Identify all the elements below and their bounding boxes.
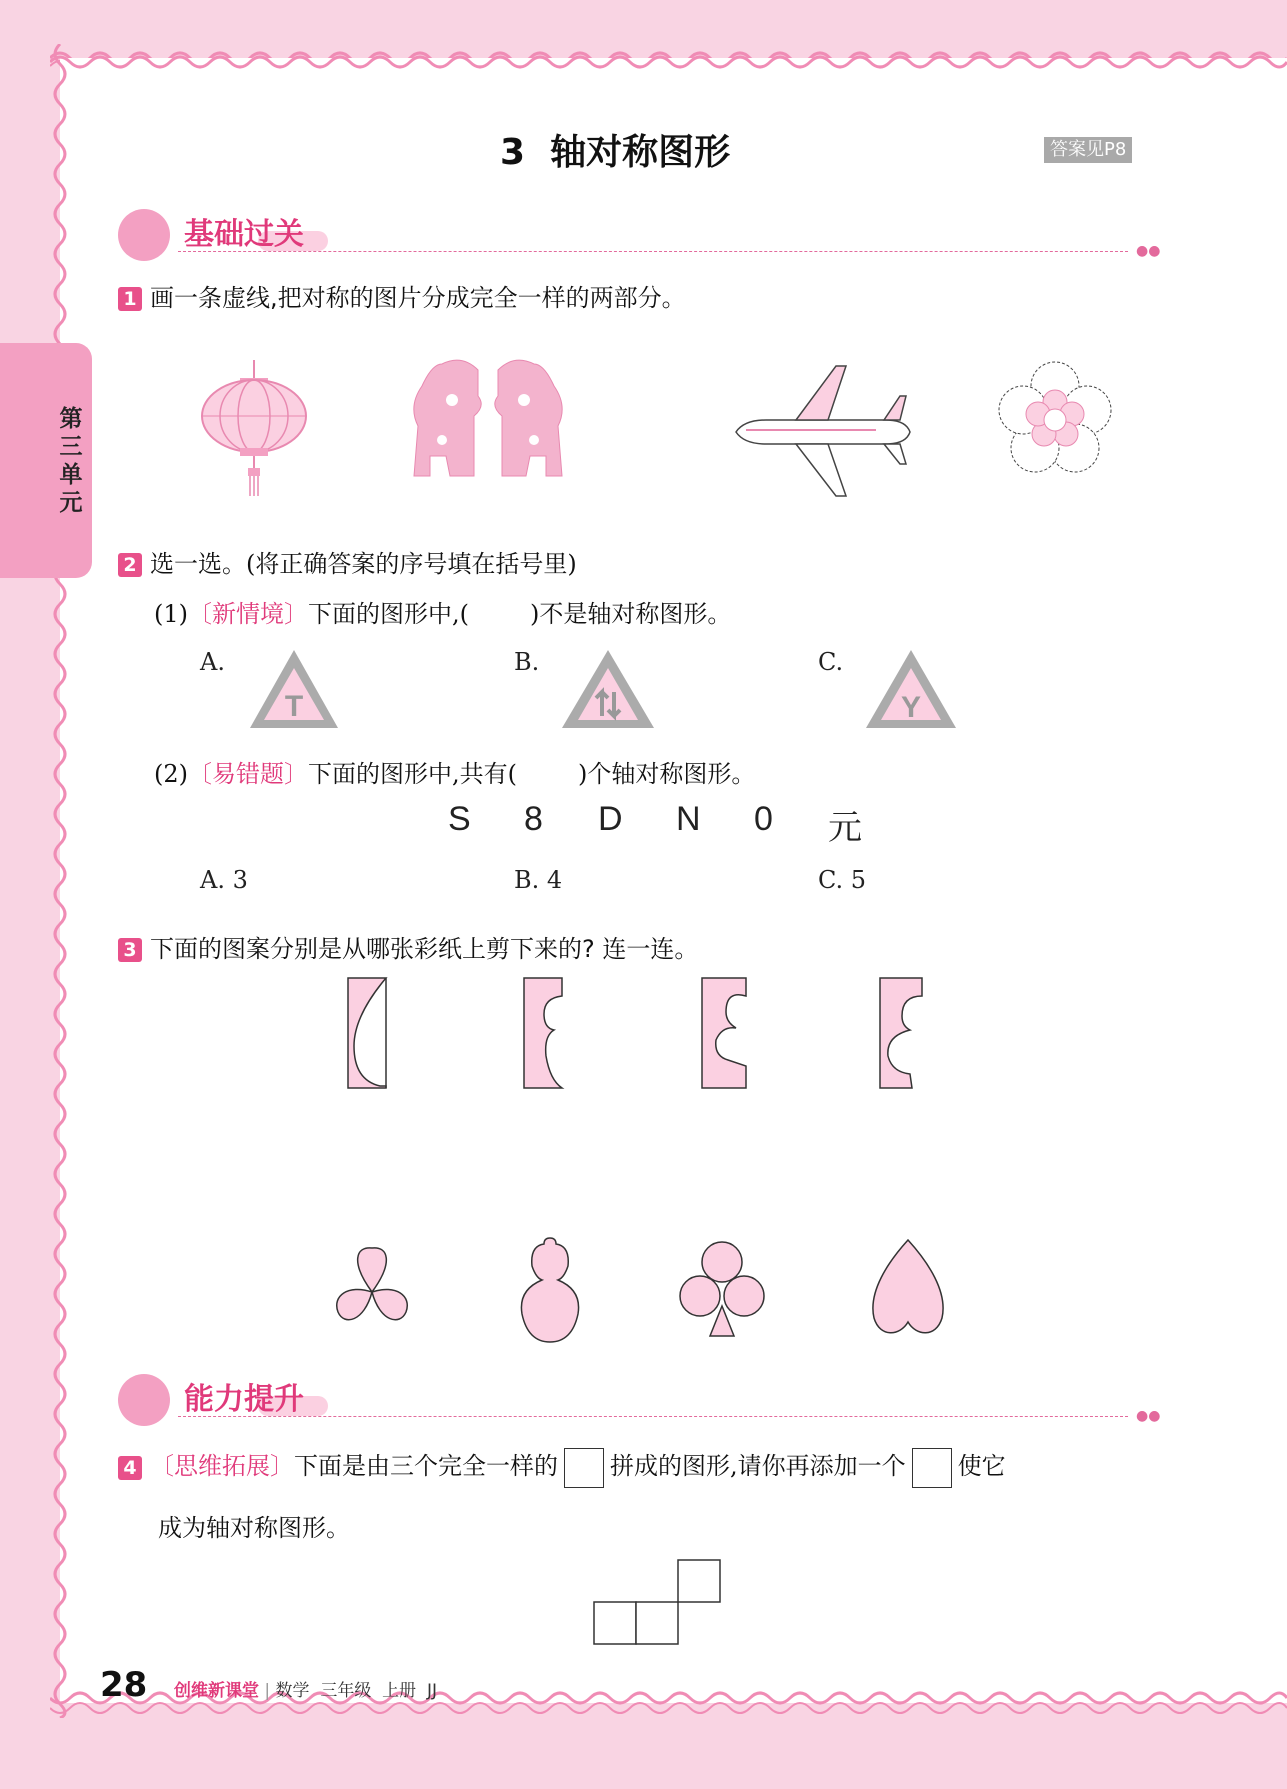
lantern-icon [202,360,306,496]
airplane-icon [736,366,910,496]
footer-book-info: 数学 三年级 上册 JJ [275,1681,437,1701]
flower-icon [999,362,1111,472]
q1-images [180,340,1140,510]
tag-thinking-extension: 〔思维拓展〕 [150,1452,294,1480]
letter-8: 8 [524,800,543,838]
question-text-b: 拼成的图形,请你再添加一个 [610,1452,906,1480]
option-a-label: A. [200,648,225,676]
letter-0: 0 [754,800,773,838]
letter-d: D [598,800,623,838]
part-number: (2) [154,760,188,788]
section-title-advanced: 能力提升 [184,1382,304,1417]
tag-error-prone: 〔易错题〕 [188,760,308,788]
section-divider [178,251,1128,252]
answer-reference-badge: 答案见P8 [1044,137,1132,163]
top-wave-border-inner [50,46,1287,74]
dots-icon: ●● [1136,1408,1161,1424]
cartoon-girl-icon [118,209,170,261]
triangle-sign-arrows [558,646,658,732]
gourd-shape [521,1238,578,1342]
question-2-part-1 [154,594,731,629]
footer-brand: 创维新课堂 [174,1681,259,1701]
page-title: 3 轴对称图形 [500,132,731,173]
question-2 [118,544,577,579]
option-b-label: B. [514,648,540,676]
question-text-c: 使它 [957,1452,1006,1480]
option-b: B. 4 [514,866,563,894]
section-title-basic: 基础过关 [184,217,304,252]
part-number: (1) [154,600,188,628]
part-text: 下面的图形中,( )不是轴对称图形。 [308,600,732,628]
question-3 [118,929,698,964]
question-text: 选一选。(将正确答案的序号填在括号里) [150,550,577,578]
triangle-sign-y [862,646,960,732]
page-number: 28 [100,1665,148,1705]
cut-shapes-row [320,1236,960,1348]
section-header-basic [118,205,1161,261]
club-shape [680,1242,764,1336]
letter-yuan: 元 [828,809,862,847]
footer-info: 创维新课堂 | 数学 三年级 上册 JJ [174,1681,437,1701]
question-4-line-2: 成为轴对称图形。 [158,1514,350,1542]
tag-new-context: 〔新情境〕 [188,600,308,628]
letter-n: N [676,800,701,838]
folded-paper-row [340,976,940,1094]
clover-shape [337,1248,408,1320]
question-4 [118,1446,1178,1488]
section-divider [178,1416,1128,1417]
three-squares-figure [592,1556,724,1648]
question-text: 画一条虚线,把对称的图片分成完全一样的两部分。 [150,284,686,312]
question-1 [118,278,686,313]
question-number: 3 [118,938,142,962]
question-number: 4 [118,1456,142,1480]
folded-paper-2 [524,978,562,1088]
question-text-a: 下面是由三个完全一样的 [294,1452,558,1480]
folded-paper-4 [880,978,922,1088]
heart-shape [873,1240,943,1333]
folded-paper-1 [348,978,386,1088]
papercut-figures-icon [414,360,562,476]
folded-paper-3 [702,978,746,1088]
dots-icon: ●● [1136,243,1161,259]
option-a: A. 3 [200,866,248,894]
question-number: 1 [118,287,142,311]
sign-t-letter: T [284,690,304,723]
unit-tab-label: 第三单元 [59,406,83,516]
square-symbol [564,1448,604,1488]
section-header-advanced [118,1370,1161,1426]
question-number: 2 [118,553,142,577]
square-symbol [912,1448,952,1488]
letter-s: S [448,800,471,838]
cartoon-boy-icon [118,1374,170,1426]
triangle-sign-t [246,646,342,732]
left-wave-border [46,44,74,1718]
sign-y-letter: Y [900,691,922,724]
option-c-label: C. [818,648,844,676]
option-c: C. 5 [818,866,867,894]
part-text: 下面的图形中,共有( )个轴对称图形。 [308,760,756,788]
question-text: 下面的图案分别是从哪张彩纸上剪下来的? 连一连。 [150,935,699,963]
question-2-part-2 [154,754,755,789]
